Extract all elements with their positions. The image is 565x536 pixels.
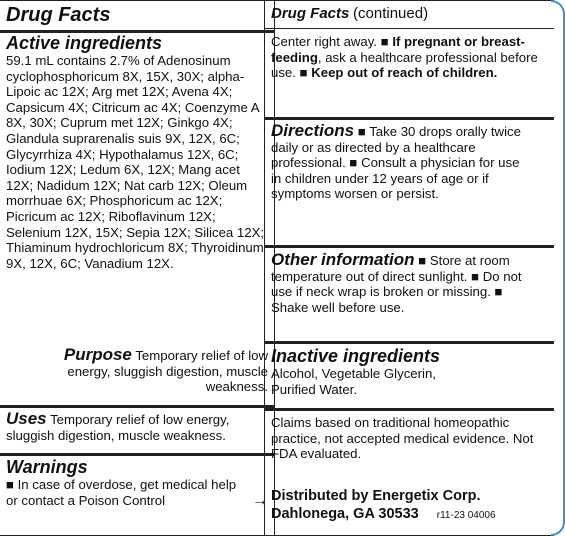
continue-arrow-icon: → xyxy=(252,491,268,509)
text-fragment: Center right away. ■ xyxy=(271,34,393,49)
pregnancy-warning-bold: If pregnant or breast-feeding xyxy=(271,34,525,65)
divider xyxy=(265,117,554,120)
continued-label: (continued) xyxy=(353,5,429,22)
uses-section xyxy=(0,411,274,443)
uses-text: Temporary relief of low energy, sluggish digestion, muscle weakness. xyxy=(6,412,230,443)
label-edge-border xyxy=(551,0,565,536)
drug-facts-title-right: Drug Facts xyxy=(271,5,350,22)
divider xyxy=(0,405,274,408)
claims-text: Claims based on traditional homeopathic practice, not accepted medical evidence. Not FDA evaluated. xyxy=(271,415,534,462)
right-label-panel xyxy=(264,0,554,536)
distributor-block xyxy=(265,487,554,525)
inactive-ingredients-text: Alcohol, Vegetable Glycerin, Purified Water. xyxy=(271,366,436,397)
divider xyxy=(265,408,554,411)
other-information-heading: Other information xyxy=(271,250,415,269)
purpose-heading: Purpose xyxy=(63,345,132,364)
divider xyxy=(0,453,274,456)
keep-out-of-reach-bold: Keep out of reach of children. xyxy=(311,65,498,81)
directions-section xyxy=(265,123,554,202)
drug-facts-continued-title xyxy=(265,6,554,22)
inactive-ingredients-heading: Inactive ingredients xyxy=(271,346,441,366)
divider xyxy=(265,28,554,29)
purpose-text: Temporary relief of low energy, sluggish digestion, muscle weakness. xyxy=(67,348,268,395)
drug-facts-title: Drug Facts xyxy=(6,4,111,26)
distributor-name: Distributed by Energetix Corp. xyxy=(271,488,481,504)
active-ingredients-heading: Active ingredients xyxy=(6,33,163,53)
left-label-panel xyxy=(0,0,275,536)
text-fragment: , ask a healthcare professional before use. ■ xyxy=(271,49,538,81)
warnings-text-wrap xyxy=(6,477,268,508)
directions-heading: Directions xyxy=(271,121,355,140)
uses-heading: Uses xyxy=(6,409,47,428)
lot-code: r11-23 04006 xyxy=(436,510,496,521)
warnings-text: ■ In case of overdose, get medical help or contact a Poison Control xyxy=(6,477,237,508)
directions-text: ■ Take 30 drops orally twice daily or as directed by a healthcare professional. ■ Consult a physician for use in children under 12 years of age or if symptoms worsen or persist. xyxy=(271,124,521,202)
divider xyxy=(265,341,554,344)
warnings-heading: Warnings xyxy=(6,457,88,477)
other-information-text: ■ Store at room temperature out of direct sunlight. ■ Do not use if neck wrap is broken or missing. ■ Shake well before use. xyxy=(271,253,522,315)
distributor-address: Dahlonega, GA 30533 xyxy=(271,506,419,522)
pregnancy-warning-text xyxy=(265,34,554,81)
divider xyxy=(265,245,554,248)
active-ingredients-text: 59.1 mL contains 2.7% of Adenosinum cyclophosphoricum 8X, 15X, 30X; alpha-Lipoic ac 12X; Arg met 12X; Avena 4X; Capsicum 4X; Citricum ac 4X; Coenzyme A 8X, 30X; Cuprum met 12X; Ginkgo 4X; Glandula suprarenalis suis 9X, 12X, 6C; Glycyrrhiza 4X; Hypothalamus 12X, 6C; Iodium 12X; Ledum 6X, 12X; Mang acet 12X; Nadidum 12X; Nat carb 12X; Oleum morrhuae 6X; Phosphoricum ac 12X; Picricum ac 12X; Riboflavinum 12X; Selenium 12X, 15X; Sepia 12X; Silicea 12X; Thiaminum hydrochloricum 8X; Thyroidinum 9X, 12X, 6C; Vanadium 12X. xyxy=(6,53,265,271)
other-information-section xyxy=(265,252,554,315)
purpose-section xyxy=(0,347,274,395)
